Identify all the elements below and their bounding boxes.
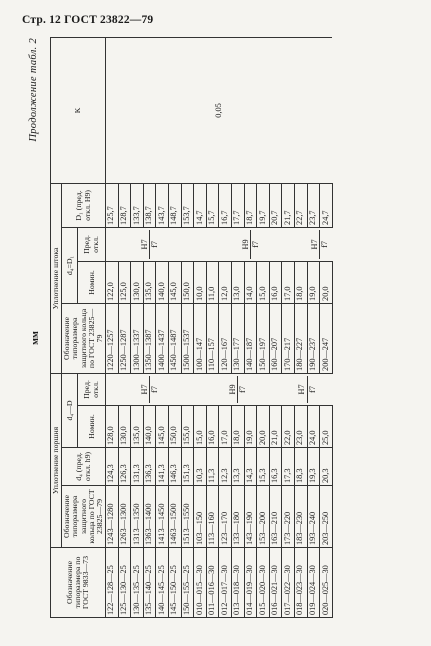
table-cell: 015—020—30 [257,548,270,618]
col-piston-d4: d₄ (пред. откл. h9) [62,448,106,486]
table-cell: 125,0 [118,261,131,303]
table-cell: 014—019—30 [244,548,257,618]
table-cell: 1220—1257 [106,303,119,373]
rod-group-header: Уплотнение штока [51,183,62,373]
dimension-table [50,37,333,618]
table-cell: 23,0 [294,406,307,448]
table-cell: 128,0 [106,406,119,448]
table-cell: 122,0 [106,261,119,303]
table-cell: 143—190 [244,486,257,548]
table-cell: 1350—1387 [143,303,156,373]
table-cell: 122—128—25 [106,548,119,618]
table-cell: 11,3 [206,448,219,486]
table-cell: 18,0 [294,261,307,303]
col-k: K [51,37,106,183]
table-cell: 135,0 [131,406,144,448]
col-rod-D1: D₁ (пред. откл. H9) [62,183,106,227]
table-cell: 150,0 [181,261,194,303]
table-cell: 103—150 [194,486,207,548]
table-cell: 017—022—30 [282,548,295,618]
table-cell: 135,0 [143,261,156,303]
table-cell: 124,3 [106,448,119,486]
table-cell: 1400—1437 [156,303,169,373]
table-cell: 1463—1500 [169,486,182,548]
table-cell: 190—237 [307,303,320,373]
table-cell: 24,0 [307,406,320,448]
table-cell: 110—157 [206,303,219,373]
table-cell: 150—155—25 [181,548,194,618]
table-cell: 17,7 [231,183,244,227]
table-cell: 160—207 [269,303,282,373]
col-rod-sizecode: Обозначение типоразмера защитного кольца по ГОСТ 23825—79 [62,303,106,373]
col-piston-dev: Пред. откл. [78,373,106,405]
table-cell: 140,0 [143,406,156,448]
col-rod-dev: Пред. откл. [78,227,106,261]
table-cell: 24,7 [320,183,333,227]
table-cell: 130—177 [231,303,244,373]
table-cell: 016—021—30 [269,548,282,618]
table-cell: 14,3 [244,448,257,486]
table-cell: 100—147 [194,303,207,373]
col-ring-designation: Обозначение типоразмера по ГОСТ 9833—73 [51,548,106,618]
table-cell: 140,0 [156,261,169,303]
table-cell: 13,3 [231,448,244,486]
k-value: 0,05 [106,37,333,183]
table-cell: 19,7 [257,183,270,227]
table-cell: 113—160 [206,486,219,548]
table-cell: 16,0 [206,406,219,448]
piston-tolerance-b1: H9 f7 [194,373,282,405]
table-cell: 1313—1350 [131,486,144,548]
table-cell: 19,0 [244,406,257,448]
rod-tolerance-a: H7 f7 [106,227,194,261]
table-cell: 20,3 [320,448,333,486]
table-cell: 010—015—30 [194,548,207,618]
table-cell: 1243—1280 [106,486,119,548]
table-cell: 1413—1450 [156,486,169,548]
table-cell: 16,0 [269,261,282,303]
col-piston-sizecode: Обозначение типоразмера защитного кольца по ГОСТ 23825—79 [62,486,106,548]
table-cell: 018—023—30 [294,548,307,618]
table-cell: 150—197 [257,303,270,373]
table-cell: 145,0 [156,406,169,448]
table-cell: 140—187 [244,303,257,373]
table-cell: 125—130—25 [118,548,131,618]
table-cell: 22,7 [294,183,307,227]
table-cell: 130,0 [118,406,131,448]
table-cell: 126,3 [118,448,131,486]
table-cell: 12,0 [219,261,232,303]
table-cell: 180—227 [294,303,307,373]
continuation-label: Продолжение табл. 2 [28,38,39,142]
units-label: мм [30,331,41,345]
table-cell: 25,0 [320,406,333,448]
page-header: Стр. 12 ГОСТ 23822—79 [22,14,154,26]
table-cell: 14,0 [244,261,257,303]
table-cell: 141,3 [156,448,169,486]
table-cell: 1450—1487 [169,303,182,373]
table-cell: 153,7 [181,183,194,227]
table-cell: 20,0 [320,261,333,303]
table-cell: 17,0 [282,261,295,303]
table-cell: 145,0 [169,261,182,303]
table-cell: 128,7 [118,183,131,227]
rod-tolerance-b2: H7 f7 [307,227,332,261]
table-cell: 1300—1337 [131,303,144,373]
table-cell: 138,7 [143,183,156,227]
rod-tolerance-b1: H9 f7 [194,227,307,261]
table-cell: 15,0 [257,261,270,303]
table-cell: 19,3 [307,448,320,486]
col-piston-d4D: d₄—D [62,373,78,447]
table-cell: 17,3 [282,448,295,486]
table-cell: 155,0 [181,406,194,448]
table-cell: 13,0 [231,261,244,303]
table-cell: 10,0 [194,261,207,303]
table-cell: 1263—1300 [118,486,131,548]
table-cell: 23,7 [307,183,320,227]
table-cell: 1500—1537 [181,303,194,373]
piston-group-header: Уплотнение поршня [51,373,62,547]
table-cell: 21,7 [282,183,295,227]
table-cell: 163—210 [269,486,282,548]
table-cell: 170—217 [282,303,295,373]
table-cell: 22,0 [282,406,295,448]
table-cell: 203—250 [320,486,333,548]
table-cell: 151,3 [181,448,194,486]
table-cell: 1513—1550 [181,486,194,548]
table-cell: 146,3 [169,448,182,486]
table-body [106,37,333,617]
table-cell: 130—135—25 [131,548,144,618]
table-cell: 14,7 [194,183,207,227]
table-cell: 013—018—30 [231,548,244,618]
table-cell: 11,0 [206,261,219,303]
table-cell: 133,7 [131,183,144,227]
table-cell: 131,3 [131,448,144,486]
table-cell: 15,0 [194,406,207,448]
table-cell: 17,0 [219,406,232,448]
table-cell: 12,3 [219,448,232,486]
table-cell: 20,7 [269,183,282,227]
table-cell: 20,0 [257,406,270,448]
table-cell: 019—024—30 [307,548,320,618]
piston-tolerance-a: H7 f7 [106,373,194,405]
table-cell: 193—240 [307,486,320,548]
rotated-content [30,38,400,618]
table-cell: 18,7 [244,183,257,227]
table-cell: 145—150—25 [169,548,182,618]
table-cell: 18,3 [294,448,307,486]
table-cell: 011—016—30 [206,548,219,618]
table-row [106,37,119,617]
table-cell: 143,7 [156,183,169,227]
table-cell: 125,7 [106,183,119,227]
table-cell: 1363—1400 [143,486,156,548]
table-cell: 123—170 [219,486,232,548]
table-cell: 10,3 [194,448,207,486]
col-rod-d4d1: d₄=D₁ [62,227,78,303]
col-piston-nom: Номин. [78,406,106,448]
table-cell: 130,0 [131,261,144,303]
table-cell: 148,7 [169,183,182,227]
table-cell: 19,0 [307,261,320,303]
table-cell: 18,0 [231,406,244,448]
table-cell: 200—247 [320,303,333,373]
table-cell: 135—140—25 [143,548,156,618]
table-cell: 150,0 [169,406,182,448]
table-cell: 133—180 [231,486,244,548]
table-cell: 183—230 [294,486,307,548]
table-cell: 020—025—30 [320,548,333,618]
table-cell: 21,0 [269,406,282,448]
table-cell: 012—017—30 [219,548,232,618]
col-rod-nom: Номин. [78,261,106,303]
rotated-table-area [30,38,400,618]
table-cell: 15,3 [257,448,270,486]
table-cell: 120—167 [219,303,232,373]
table-cell: 1250—1287 [118,303,131,373]
table-cell: 173—220 [282,486,295,548]
table-cell: 15,7 [206,183,219,227]
table-cell: 140—145—25 [156,548,169,618]
table-cell: 153—200 [257,486,270,548]
table-cell: 16,7 [219,183,232,227]
table-cell: 136,3 [143,448,156,486]
piston-tolerance-b2: H7 f7 [282,373,332,405]
table-cell: 16,3 [269,448,282,486]
